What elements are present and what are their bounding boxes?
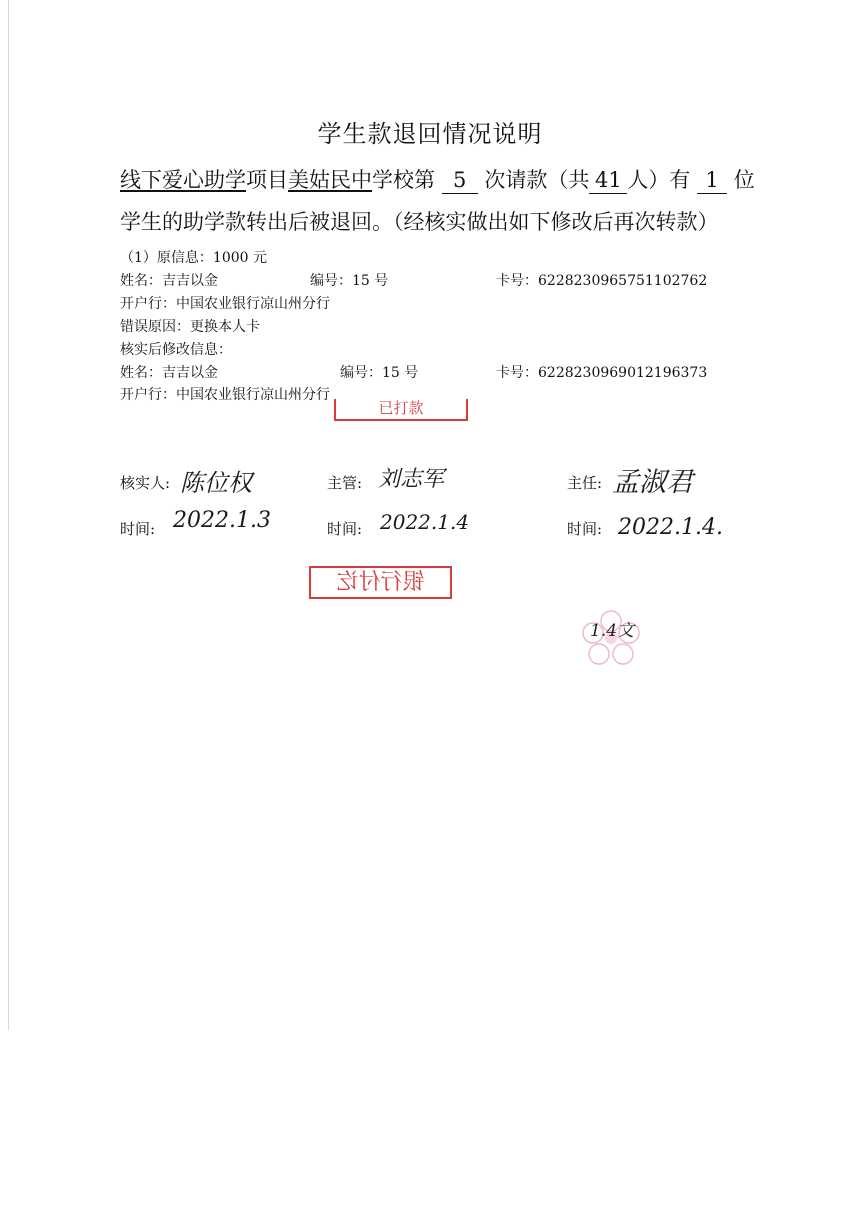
heading-text-b: 学校第 bbox=[372, 168, 435, 192]
corrected-bank: 开户行：中国农业银行凉山州分行 bbox=[120, 387, 330, 403]
flower-note: 1.4文 bbox=[590, 621, 635, 641]
original-amount: （1）原信息：1000 元 bbox=[120, 250, 267, 266]
error-reason: 错误原因：更换本人卡 bbox=[120, 319, 260, 335]
heading-text-c: 次请款（共 bbox=[484, 168, 590, 192]
corrected-heading: 核实后修改信息： bbox=[120, 342, 232, 358]
director-label: 主任: bbox=[567, 474, 603, 492]
total-count: 41 bbox=[589, 170, 627, 194]
verifier-time: 2022.1.3 bbox=[173, 508, 271, 533]
supervisor-signature: 刘志军 bbox=[378, 467, 445, 492]
document-title: 学生款退回情况说明 bbox=[317, 120, 543, 148]
director-signature: 孟淑君 bbox=[612, 467, 693, 498]
returned-count: 1 bbox=[697, 170, 727, 194]
supervisor-label: 主管: bbox=[327, 474, 363, 492]
verifier-time-label: 时间: bbox=[120, 520, 156, 538]
verifier-signature: 陈位权 bbox=[180, 469, 252, 497]
original-name: 姓名：吉吉以金 bbox=[120, 273, 218, 289]
original-bank: 开户行：中国农业银行凉山州分行 bbox=[120, 296, 330, 312]
corrected-name: 姓名：吉吉以金 bbox=[120, 365, 218, 381]
heading-text-a: 项目 bbox=[246, 168, 288, 192]
supervisor-time: 2022.1.4 bbox=[380, 510, 470, 534]
heading-line-1 bbox=[120, 164, 755, 194]
heading-text-e: 位 bbox=[733, 168, 755, 192]
heading-text-d: 人）有 bbox=[627, 168, 691, 192]
heading-line-2: 学生的助学款转出后被退回。（经核实做出如下修改后再次转款） bbox=[120, 210, 719, 234]
corrected-card: 卡号：6228230969012196373 bbox=[496, 365, 708, 381]
original-card: 卡号：6228230965751102762 bbox=[496, 273, 708, 289]
round-number: 5 bbox=[442, 170, 478, 194]
director-time-label: 时间: bbox=[567, 520, 603, 538]
director-time: 2022.1.4. bbox=[618, 515, 723, 540]
partial-stamp-text: 已打款 bbox=[378, 399, 424, 417]
supervisor-time-label: 时间: bbox=[327, 520, 363, 538]
bank-paid-stamp bbox=[309, 566, 452, 599]
partial-red-stamp bbox=[334, 399, 468, 421]
original-number: 编号：15 号 bbox=[310, 273, 389, 289]
project-name: 线下爱心助学 bbox=[120, 168, 246, 192]
scan-edge-line bbox=[8, 0, 9, 1030]
corrected-number: 编号：15 号 bbox=[340, 365, 419, 381]
school-name: 美姑民中 bbox=[288, 168, 372, 192]
verifier-label: 核实人: bbox=[120, 474, 171, 492]
bank-paid-stamp-text: 银行付讫 bbox=[336, 570, 425, 595]
